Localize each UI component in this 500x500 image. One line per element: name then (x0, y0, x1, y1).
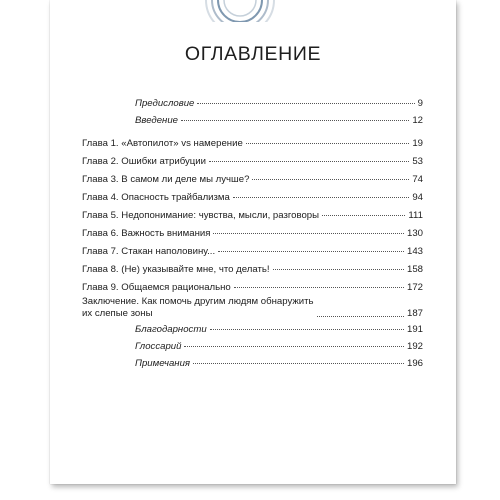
table-of-contents (50, 0, 456, 484)
toc-entry-notes (135, 358, 423, 370)
toc-entry-title: Ошибки атрибуции (121, 156, 207, 167)
toc-leader-dots (184, 346, 404, 347)
toc-leader-dots (246, 143, 410, 144)
toc-page-number: 172 (406, 282, 423, 293)
toc-page-number: 196 (406, 358, 423, 369)
toc-leader-dots (322, 215, 405, 216)
toc-entry-title: Важность внимания (121, 228, 211, 239)
toc-leader-dots (213, 233, 404, 234)
toc-entry-title: В самом ли деле мы лучше? (121, 174, 250, 185)
toc-entry-title: Примечания (135, 358, 191, 369)
toc-leader-dots (197, 103, 414, 104)
toc-entry-title-line-1: Заключение. Как помочь другим людям обнаружить (82, 296, 314, 307)
toc-entry-title: Недопонимание: чувства, мысли, разговоры (121, 210, 320, 221)
toc-entry-chapter-5 (82, 210, 423, 222)
toc-leader-dots (181, 120, 409, 121)
toc-page-number: 9 (417, 98, 423, 109)
toc-leader-dots (273, 269, 404, 270)
toc-entry-chapter-1 (82, 138, 423, 150)
toc-entry-title: Введение (135, 115, 179, 126)
toc-chapter-number: Глава 7. (82, 246, 119, 257)
toc-leader-dots (209, 161, 409, 162)
toc-chapter-number: Глава 2. (82, 156, 119, 167)
toc-entry-title: Благодарности (135, 324, 207, 335)
toc-page-number: 74 (412, 174, 423, 185)
toc-entry-title: Глоссарий (135, 341, 182, 352)
toc-entry-chapter-3 (82, 174, 423, 186)
toc-chapter-number: Глава 6. (82, 228, 119, 239)
toc-entry-chapter-6 (82, 228, 423, 240)
toc-leader-dots (218, 251, 404, 252)
page-title: ОГЛАВЛЕНИЕ (184, 43, 322, 65)
toc-entry-introduction (135, 115, 423, 127)
toc-entry-title: Предисловие (135, 98, 195, 109)
toc-entry-title: Стакан наполовину... (121, 246, 216, 257)
toc-entry-chapter-9 (82, 282, 423, 294)
toc-page-number: 12 (412, 115, 423, 126)
toc-entry-glossary (135, 341, 423, 353)
book-page (50, 0, 456, 484)
toc-entry-chapter-7 (82, 246, 423, 258)
toc-chapter-number: Глава 4. (82, 192, 119, 203)
toc-leader-dots (317, 316, 404, 317)
toc-entry-title: Опасность трайбализма (121, 192, 230, 203)
toc-chapter-number: Глава 5. (82, 210, 119, 221)
toc-page-number: 94 (412, 192, 423, 203)
toc-page-number: 53 (412, 156, 423, 167)
toc-page-number: 19 (412, 138, 423, 149)
toc-leader-dots (193, 363, 404, 364)
toc-page-number: 143 (406, 246, 423, 257)
toc-entry-title-line-2: их слепые зоны (82, 307, 153, 319)
toc-entry-title: Общаемся рационально (121, 282, 231, 293)
toc-page-number: 191 (406, 324, 423, 335)
toc-chapter-number: Глава 9. (82, 282, 119, 293)
toc-page-number: 130 (406, 228, 423, 239)
toc-entry-chapter-8 (82, 264, 423, 276)
toc-entry-acknowledgements (135, 324, 423, 336)
toc-entry-chapter-2 (82, 156, 423, 168)
toc-leader-dots (234, 287, 404, 288)
toc-page-number: 192 (406, 341, 423, 352)
toc-chapter-number: Глава 8. (82, 264, 119, 275)
toc-chapter-number: Глава 3. (82, 174, 119, 185)
toc-entry-title: (Не) указывайте мне, что делать! (121, 264, 270, 275)
toc-entry-conclusion (82, 296, 423, 319)
toc-leader-dots (233, 197, 409, 198)
toc-chapter-number: Глава 1. (82, 138, 119, 149)
toc-page-number: 187 (406, 307, 423, 319)
toc-leader-dots (210, 329, 404, 330)
toc-entry-preface (135, 98, 423, 110)
toc-page-number: 158 (406, 264, 423, 275)
toc-entry-title: «Автопилот» vs намерение (121, 138, 243, 149)
toc-page-number: 111 (408, 210, 423, 221)
toc-entry-chapter-4 (82, 192, 423, 204)
toc-leader-dots (252, 179, 409, 180)
